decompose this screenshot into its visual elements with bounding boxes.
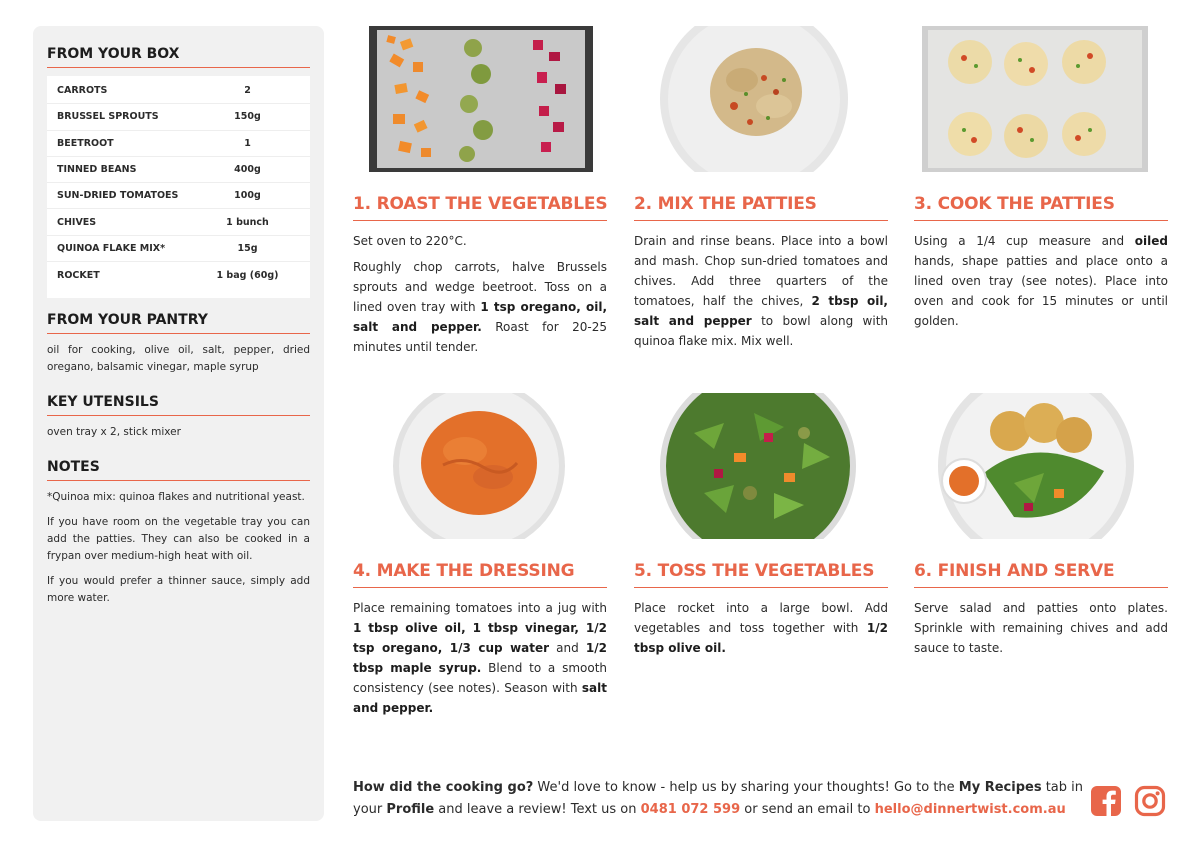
- step-5-para: [634, 598, 888, 658]
- text-run: hands, shape patties and place onto a lined oven tray (see notes). Place into oven and cook for 15 minutes or until golden.: [914, 254, 1168, 328]
- text-run-bold: 1 tbsp olive oil, 1 tbsp vinegar, 1/2 tsp oregano, 1/3 cup water: [353, 621, 607, 655]
- box-item-qty: 150g: [234, 111, 261, 123]
- mixed-patties-photo: [634, 26, 888, 172]
- step-2: [634, 26, 888, 351]
- step-3-title: 3. COOK THE PATTIES: [914, 194, 1168, 221]
- text-run: We'd love to know - help us by sharing your thoughts! Go to the: [533, 780, 959, 795]
- box-item-row: [47, 209, 310, 235]
- step-1-para-2: [353, 257, 607, 357]
- box-item-row: [47, 157, 310, 183]
- box-item-name: SUN-DRIED TOMATOES: [57, 190, 179, 202]
- text-run: Using a 1/4 cup measure and: [914, 234, 1135, 248]
- box-item-name: CARROTS: [57, 85, 108, 97]
- step-1: [353, 26, 607, 357]
- text-run: tab in your: [353, 780, 1084, 817]
- finish-and-serve-photo: [914, 393, 1168, 539]
- box-item-qty: 400g: [234, 164, 261, 176]
- step-4-para: [353, 598, 607, 718]
- box-item-name: TINNED BEANS: [57, 164, 137, 176]
- facebook-icon[interactable]: [1090, 785, 1122, 817]
- toss-vegetables-photo: [634, 393, 888, 539]
- text-run-bold: 2 tbsp oil, salt and pepper: [634, 294, 888, 328]
- roast-vegetables-photo: [353, 26, 607, 172]
- pantry-section: [47, 312, 310, 376]
- text-run-bold: 1/2 tbsp olive oil.: [634, 621, 888, 655]
- text-run: and: [549, 641, 586, 655]
- my-recipes-link[interactable]: My Recipes: [958, 780, 1042, 795]
- box-item-row: [47, 236, 310, 262]
- box-item-qty: 15g: [237, 242, 258, 254]
- utensils-heading: KEY UTENSILS: [47, 394, 310, 416]
- dressing-photo: [353, 393, 607, 539]
- email-link[interactable]: hello@dinnertwist.com.au: [874, 802, 1066, 817]
- step-5-text: [634, 598, 888, 658]
- text-run: Roughly chop carrots, halve Brussels sprouts and wedge beetroot. Toss on a lined oven tray with: [353, 260, 607, 314]
- pantry-text: oil for cooking, olive oil, salt, pepper, dried oregano, balsamic vinegar, maple syrup: [47, 344, 310, 374]
- from-box-heading: FROM YOUR BOX: [47, 46, 310, 68]
- feedback-question: How did the cooking go?: [353, 780, 534, 795]
- step-4-text: [353, 598, 607, 718]
- text-run: to bowl along with quinoa flake mix. Mix well.: [634, 314, 888, 348]
- text-run: or send an email to: [740, 802, 875, 817]
- text-run-bold: 1/2 tbsp maple syrup.: [353, 641, 607, 675]
- box-item-name: BEETROOT: [57, 137, 114, 149]
- utensils-text: oven tray x 2, stick mixer: [47, 426, 181, 439]
- step-1-text: [353, 231, 607, 357]
- utensils-section: [47, 394, 310, 441]
- box-item-qty: 100g: [234, 190, 261, 202]
- box-item-name: ROCKET: [57, 269, 100, 281]
- text-run-bold: 1 tsp oregano, oil, salt and pepper.: [353, 300, 608, 334]
- step-6-para: Serve salad and patties onto plates. Sprinkle with remaining chives and add sauce to taste.: [914, 601, 1168, 655]
- text-run: Place remaining tomatoes into a jug with: [353, 601, 607, 615]
- step-2-para: [634, 231, 888, 351]
- step-2-title: 2. MIX THE PATTIES: [634, 194, 888, 221]
- box-item-row: [47, 78, 310, 104]
- feedback-footer: [353, 777, 1083, 821]
- step-5-title: 5. TOSS THE VEGETABLES: [634, 561, 888, 588]
- step-4: [353, 393, 607, 718]
- step-6-text: [914, 598, 1168, 658]
- text-run: Blend to a smooth consistency (see notes). Season with: [353, 661, 608, 695]
- box-item-row: [47, 183, 310, 209]
- notes-section: [47, 459, 310, 607]
- text-run: Roast for 20-25 minutes until tender.: [353, 320, 608, 354]
- phone-link[interactable]: 0481 072 599: [640, 802, 741, 817]
- box-item-row: [47, 262, 310, 288]
- notes-heading: NOTES: [47, 459, 310, 481]
- box-item-qty: 1: [244, 137, 251, 149]
- step-1-para-1: Set oven to 220°C.: [353, 234, 467, 248]
- step-2-text: [634, 231, 888, 351]
- text-run: and leave a review! Text us on: [434, 802, 641, 817]
- box-item-row: [47, 131, 310, 157]
- box-item-qty: 1 bunch: [226, 216, 269, 228]
- box-item-qty: 2: [244, 85, 251, 97]
- note-2: If you have room on the vegetable tray you can add the patties. They can also be cooked in a frypan over medium-high heat with oil.: [47, 516, 310, 563]
- note-1: *Quinoa mix: quinoa flakes and nutritional yeast.: [47, 491, 305, 504]
- box-item-name: QUINOA FLAKE MIX*: [57, 242, 166, 254]
- ingredients-sidebar: [33, 26, 324, 821]
- step-4-title: 4. MAKE THE DRESSING: [353, 561, 607, 588]
- instagram-icon[interactable]: [1134, 785, 1166, 817]
- step-3-para: [914, 231, 1168, 331]
- box-item-name: CHIVES: [57, 216, 97, 228]
- text-run: Drain and rinse beans. Place into a bowl and mash. Chop sun-dried tomatoes and chives. Add three quarters of the tomatoes, half the chives,: [634, 234, 888, 308]
- text-run-bold: salt and pepper.: [353, 681, 607, 715]
- step-6-title: 6. FINISH AND SERVE: [914, 561, 1168, 588]
- box-item-qty: 1 bag (60g): [216, 269, 279, 281]
- profile-link[interactable]: Profile: [386, 802, 435, 817]
- step-3: [914, 26, 1168, 331]
- step-5: [634, 393, 888, 658]
- pantry-heading: FROM YOUR PANTRY: [47, 312, 310, 334]
- from-box-table: [47, 76, 310, 298]
- note-3: If you would prefer a thinner sauce, simply add more water.: [47, 575, 310, 605]
- step-3-text: [914, 231, 1168, 331]
- text-run-bold: oiled: [1134, 234, 1168, 248]
- box-item-name: BRUSSEL SPROUTS: [57, 111, 159, 123]
- step-1-title: 1. ROAST THE VEGETABLES: [353, 194, 607, 221]
- box-item-row: [47, 104, 310, 130]
- step-6: [914, 393, 1168, 658]
- text-run: Place rocket into a large bowl. Add vegetables and toss together with: [634, 601, 888, 635]
- cook-patties-photo: [914, 26, 1168, 172]
